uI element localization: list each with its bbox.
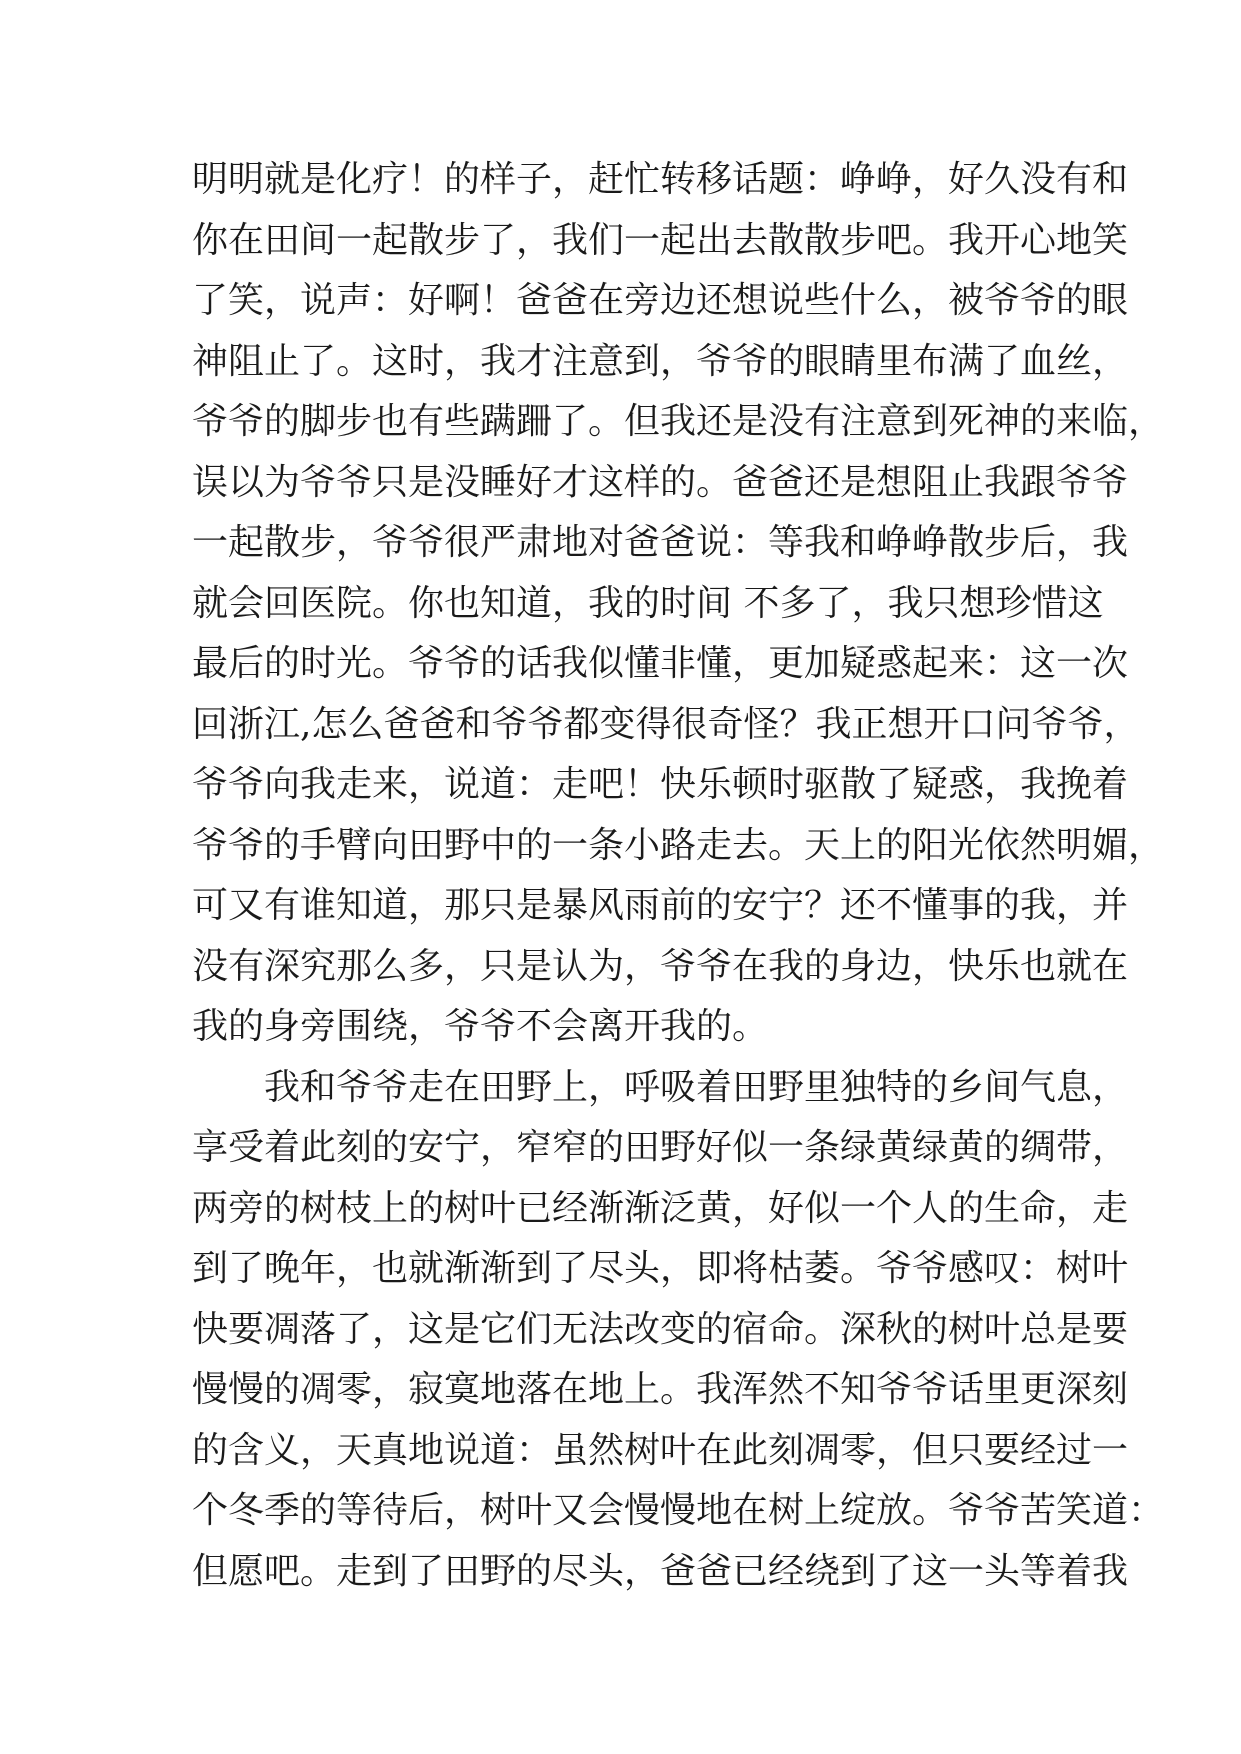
text-line: 到了晚年，也就渐渐到了尽头，即将枯萎。爷爷感叹：树叶 xyxy=(192,1248,1129,1289)
document-body xyxy=(192,150,1165,1602)
text-line: 两旁的树枝上的树叶已经渐渐泛黄，好似一个人的生命，走 xyxy=(192,1187,1129,1229)
text-line: 我的身旁围绕，爷爷不会离开我的。 xyxy=(192,1006,769,1047)
text-line: 神阻止了。这时，我才注意到，爷爷的眼睛里布满了血丝， xyxy=(192,340,1129,382)
text-line: 快要凋落了，这是它们无法改变的宿命。深秋的树叶总是要 xyxy=(192,1308,1129,1350)
text-line: 就会回医院。你也知道，我的时间 不多了，我只想珍惜这 xyxy=(192,582,1104,624)
text-line: 你在田间一起散步了，我们一起出去散散步吧。我开心地笑 xyxy=(192,219,1129,261)
text-line: 明明就是化疗！的样子，赶忙转移话题：峥峥，好久没有和 xyxy=(192,159,1129,200)
text-line: 爷爷的手臂向田野中的一条小路走去。天上的阳光依然明媚， xyxy=(192,824,1165,866)
paragraph-2 xyxy=(192,1058,1165,1603)
text-line: 但愿吧。走到了田野的尽头，爸爸已经绕到了这一头等着我 xyxy=(192,1550,1129,1592)
paragraph-1 xyxy=(192,150,1165,1058)
text-line: 爷爷的脚步也有些蹒跚了。但我还是没有注意到死神的来临， xyxy=(192,401,1165,442)
text-line: 个冬季的等待后，树叶又会慢慢地在树上绽放。爷爷苦笑道： xyxy=(192,1490,1165,1531)
text-line: 享受着此刻的安宁，窄窄的田野好似一条绿黄绿黄的绸带， xyxy=(192,1127,1129,1168)
text-line: 爷爷向我走来，说道：走吧！快乐顿时驱散了疑惑，我挽着 xyxy=(192,764,1129,805)
text-line: 可又有谁知道，那只是暴风雨前的安宁？还不懂事的我，并 xyxy=(192,885,1129,926)
text-line: 我和爷爷走在田野上，呼吸着田野里独特的乡间气息， xyxy=(264,1066,1129,1108)
text-line: 慢慢的凋零，寂寞地落在地上。我浑然不知爷爷话里更深刻 xyxy=(192,1369,1129,1410)
text-line: 回浙江,怎么爸爸和爷爷都变得很奇怪？我正想开口问爷爷， xyxy=(192,703,1140,745)
text-line: 没有深究那么多，只是认为，爷爷在我的身边，快乐也就在 xyxy=(192,945,1129,987)
text-line: 一起散步，爷爷很严肃地对爸爸说：等我和峥峥散步后，我 xyxy=(192,522,1129,563)
text-line: 误以为爷爷只是没睡好才这样的。爸爸还是想阻止我跟爷爷 xyxy=(192,461,1129,503)
text-line: 的含义，天真地说道：虽然树叶在此刻凋零，但只要经过一 xyxy=(192,1429,1129,1471)
text-line: 了笑，说声：好啊！爸爸在旁边还想说些什么，被爷爷的眼 xyxy=(192,280,1129,321)
text-line: 最后的时光。爷爷的话我似懂非懂，更加疑惑起来：这一次 xyxy=(192,643,1129,684)
